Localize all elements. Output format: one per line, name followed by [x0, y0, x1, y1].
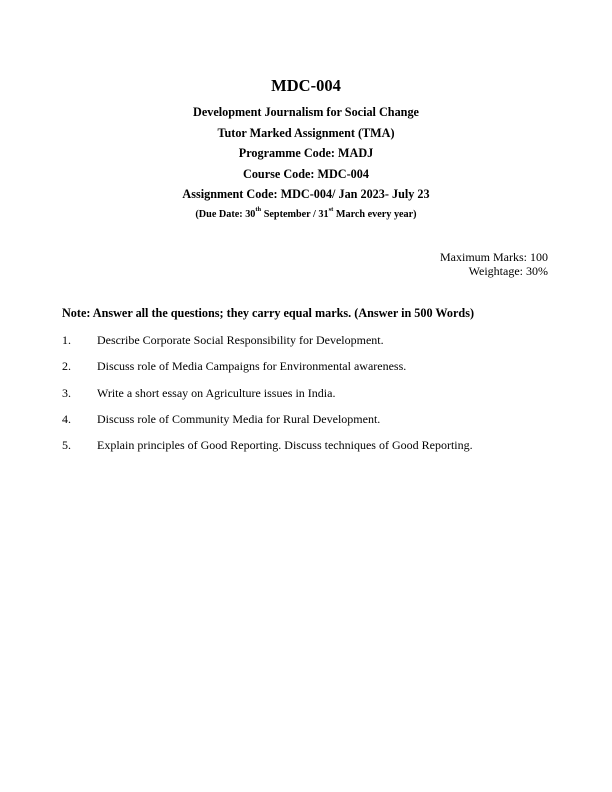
due-date-prefix: (Due Date: 30	[195, 208, 256, 220]
question-number: 2.	[62, 359, 71, 374]
question-number: 4.	[62, 411, 71, 426]
question-item	[62, 358, 562, 384]
course-code-title: MDC-004	[271, 76, 341, 95]
due-date-sup-st: st	[328, 206, 334, 214]
maximum-marks: Maximum Marks: 100	[440, 250, 548, 264]
course-code: Course Code: MDC-004	[243, 166, 369, 181]
assignment-code: Assignment Code: MDC-004/ Jan 2023- July 23	[182, 187, 430, 201]
question-number: 1.	[62, 333, 71, 347]
question-item	[62, 437, 562, 463]
assignment-header	[0, 76, 612, 225]
programme-code: Programme Code: MADJ	[238, 146, 374, 160]
question-text: Write a short essay on Agriculture issues in India.	[97, 385, 336, 400]
course-name: Development Journalism for Social Change	[193, 105, 419, 119]
question-text: Discuss role of Media Campaigns for Environmental awareness.	[97, 359, 407, 374]
question-list	[62, 332, 562, 463]
marks-block	[440, 250, 548, 278]
question-item	[62, 411, 562, 437]
question-number: 5.	[62, 438, 71, 453]
due-date	[0, 205, 612, 225]
weightage: Weightage: 30%	[468, 264, 548, 278]
due-date-suffix: March every year)	[333, 208, 417, 220]
due-date-middle: September / 31	[261, 208, 329, 220]
assignment-type: Tutor Marked Assignment (TMA)	[217, 125, 395, 140]
question-text: Discuss role of Community Media for Rural Development.	[97, 411, 381, 426]
question-item	[62, 332, 562, 358]
instructions-note: Note: Answer all the questions; they carry equal marks. (Answer in 500 Words)	[62, 306, 474, 320]
question-number: 3.	[62, 385, 71, 400]
question-text: Describe Corporate Social Responsibility for Development.	[97, 333, 384, 347]
question-text: Explain principles of Good Reporting. Discuss techniques of Good Reporting.	[97, 438, 473, 453]
due-date-sup-th: th	[255, 206, 262, 214]
question-item	[62, 385, 562, 411]
